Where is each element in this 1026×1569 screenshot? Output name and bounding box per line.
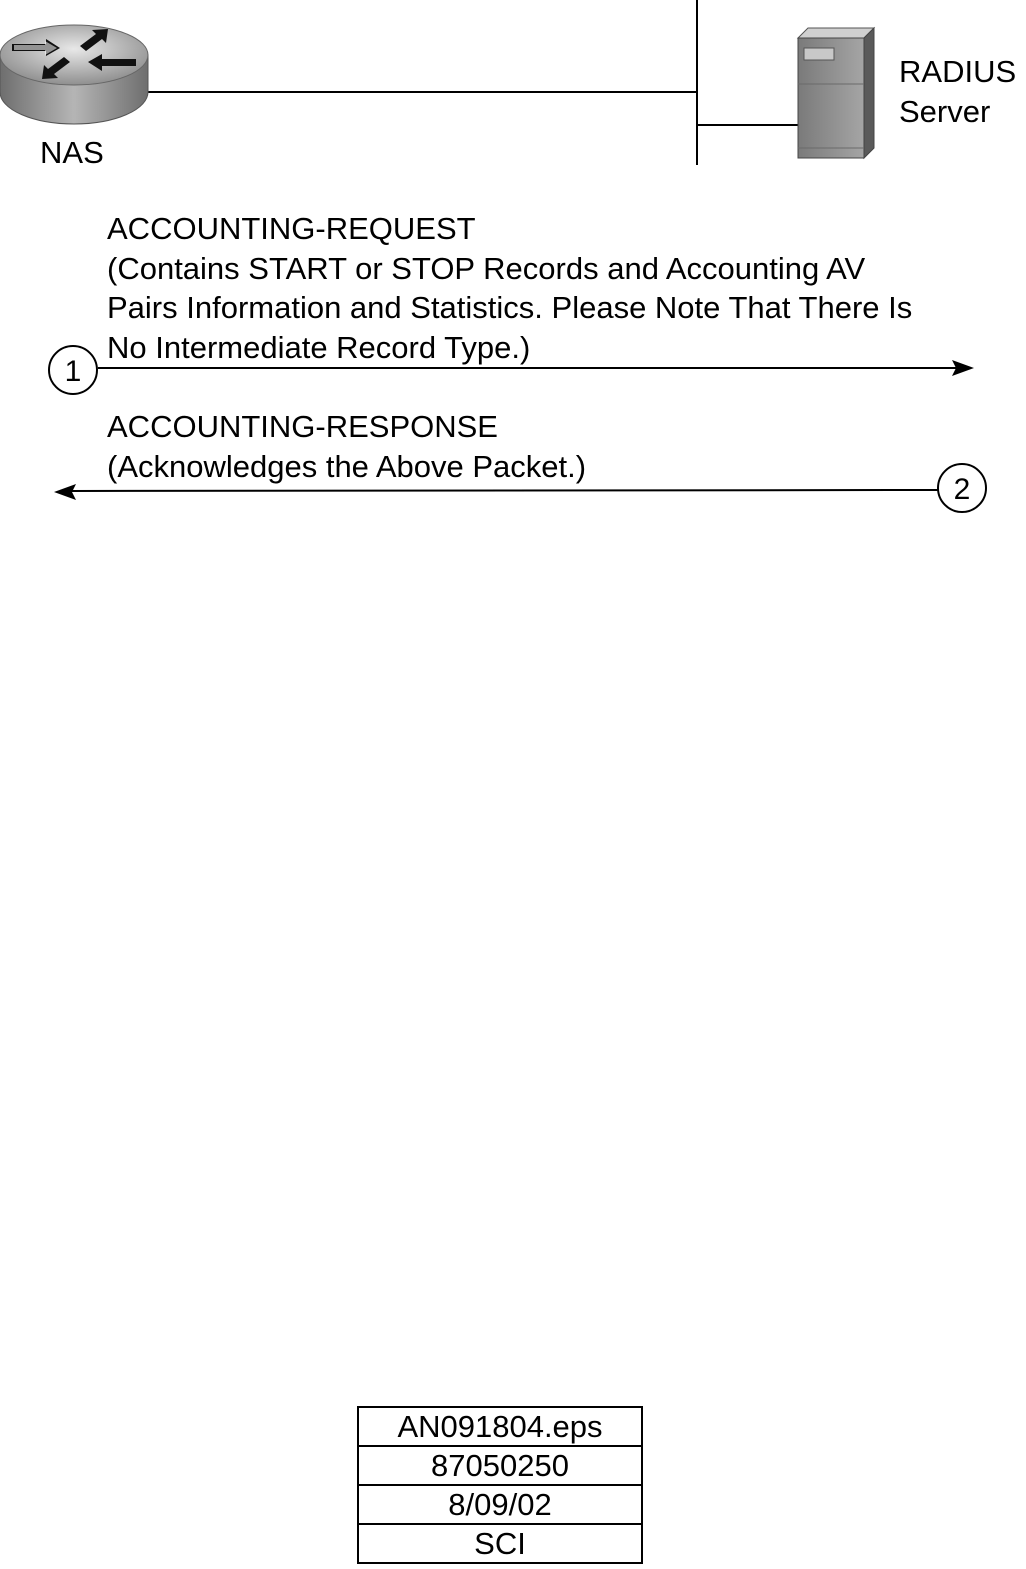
request-description-line1: (Contains START or STOP Records and Accounting AV [107, 251, 866, 286]
request-description-line3: No Intermediate Record Type.) [107, 330, 531, 365]
response-description-line1: (Acknowledges the Above Packet.) [107, 449, 587, 484]
nas-label: NAS [40, 135, 104, 170]
response-title: ACCOUNTING-RESPONSE [107, 409, 498, 444]
step-2-marker [938, 464, 986, 512]
file-author-cell: SCI [358, 1524, 642, 1563]
file-info-table [357, 1406, 643, 1564]
request-description-line2: Pairs Information and Statistics. Please Note That There Is [107, 290, 913, 325]
server-icon [798, 28, 874, 158]
step-1-number: 1 [64, 355, 82, 388]
file-number-cell: 87050250 [358, 1446, 642, 1485]
file-info-row [358, 1485, 642, 1524]
radius-label-line2: Server [899, 94, 991, 129]
file-info-row [358, 1446, 642, 1485]
radius-label-line1: RADIUS [899, 54, 1017, 89]
step-2-number: 2 [953, 473, 971, 506]
file-info-row [358, 1407, 642, 1446]
file-name-cell: AN091804.eps [358, 1407, 642, 1446]
step-1-marker [49, 346, 97, 394]
file-info-row [358, 1524, 642, 1563]
request-title: ACCOUNTING-REQUEST [107, 211, 476, 246]
file-date-cell: 8/09/02 [358, 1485, 642, 1524]
router-icon [0, 25, 148, 124]
